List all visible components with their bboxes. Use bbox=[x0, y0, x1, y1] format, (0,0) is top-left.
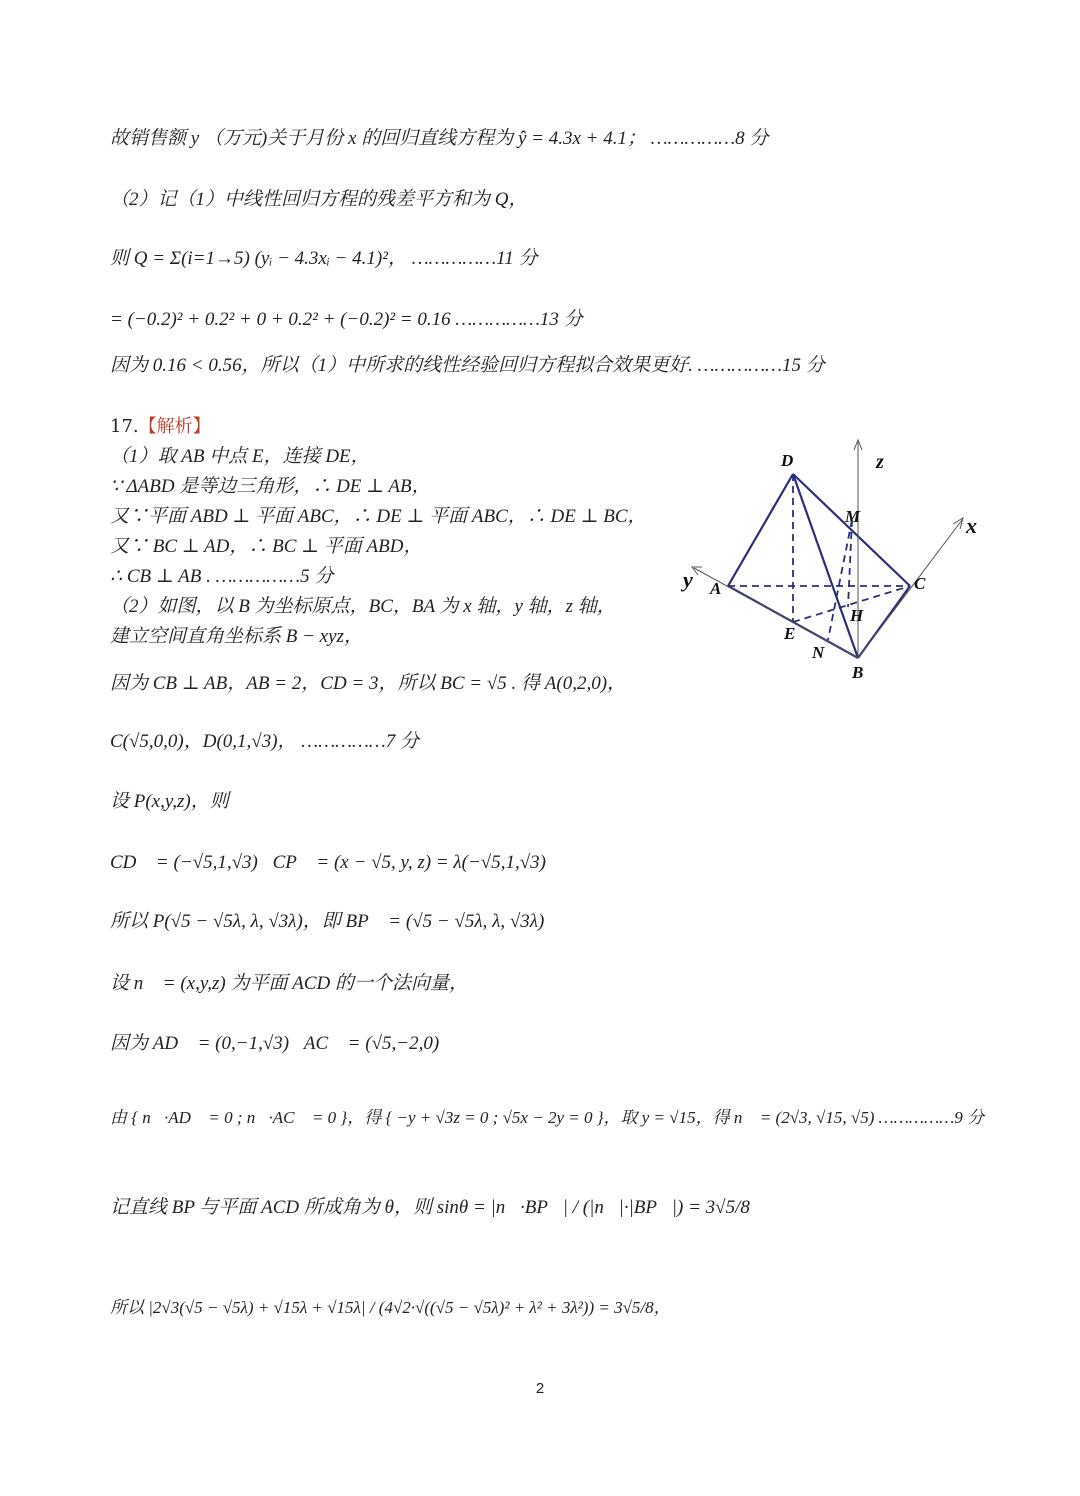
label-N: N bbox=[812, 643, 825, 662]
text-line-7: （1）取 AB 中点 E，连接 DE， bbox=[110, 446, 370, 467]
analysis-tag: 【解析】 bbox=[138, 416, 211, 437]
text-line-10: 又∵ BC ⊥ AD，∴ BC ⊥ 平面 ABD， bbox=[110, 536, 423, 557]
label-A: A bbox=[710, 579, 722, 598]
tetrahedron-figure bbox=[680, 435, 1000, 685]
label-x: x bbox=[966, 513, 977, 538]
text-line-22: 记直线 BP 与平面 ACD 所成角为 θ，则 sinθ = |n⃗·BP⃗| / (|n⃗|·|BP⃗|) = 3√5/8 bbox=[110, 1197, 750, 1218]
label-B: B bbox=[852, 663, 864, 682]
label-D: D bbox=[781, 451, 794, 470]
text-line-11: ∴ CB ⊥ AB . ……………5 分 bbox=[110, 566, 334, 587]
edge-DB bbox=[793, 474, 858, 658]
problem-number: 17. bbox=[110, 416, 139, 437]
text-line-23: 所以 |2√3(√5 − √5λ) + √15λ + √15λ| / (4√2·√((√5 − √5λ)² + λ² + 3λ²)) = 3√5/8， bbox=[110, 1298, 671, 1317]
text-line-8: ∵ ΔABD 是等边三角形，∴ DE ⊥ AB， bbox=[110, 476, 431, 497]
x-axis bbox=[858, 520, 962, 658]
text-line-4: = (−0.2)² + 0.2² + 0 + 0.2² + (−0.2)² = 0.16 ……………13 分 bbox=[110, 309, 583, 330]
text-line-19: 设 n⃗ = (x,y,z) 为平面 ACD 的一个法向量， bbox=[110, 973, 468, 994]
label-z: z bbox=[876, 451, 884, 473]
text-line-21: 由 { n⃗·AD⃗ = 0 ; n⃗·AC⃗ = 0 }，得 { −y + √3z = 0 ; √5x − 2y = 0 }，取 y = √15，得 n⃗ = (2√3, √15, √5) ……………9 分 bbox=[110, 1108, 984, 1127]
text-line-17: CD⃗ = (−√5,1,√3)，CP⃗ = (x − √5, y, z) = λ(−√5,1,√3) bbox=[110, 852, 546, 873]
text-line-16: 设 P(x,y,z)，则 bbox=[110, 791, 229, 812]
text-line-15: C(√5,0,0)，D(0,1,√3)， ……………7 分 bbox=[110, 731, 420, 752]
label-H: H bbox=[850, 606, 864, 625]
text-line-12: （2）如图，以 B 为坐标原点，BC，BA 为 x 轴，y 轴，z 轴， bbox=[110, 596, 616, 617]
label-E: E bbox=[784, 624, 796, 643]
text-line-13: 建立空间直角坐标系 B − xyz， bbox=[110, 626, 363, 647]
text-line-14: 因为 CB ⊥ AB，AB = 2，CD = 3，所以 BC = √5 . 得 A(0,2,0)， bbox=[110, 673, 627, 694]
page-number: 2 bbox=[535, 1380, 545, 1397]
text-line-3: 则 Q = Σ(i=1→5) (yᵢ − 4.3xᵢ − 4.1)²， ……………11 分 bbox=[110, 248, 538, 269]
x-arrow-icon bbox=[953, 518, 963, 529]
edge-DC bbox=[793, 474, 910, 586]
label-M: M bbox=[845, 507, 861, 526]
label-y: y bbox=[683, 567, 693, 592]
problem-17-heading bbox=[110, 415, 211, 439]
text-line-5: 因为 0.16 < 0.56，所以（1）中所求的线性经验回归方程拟合效果更好. ……………15 分 bbox=[110, 355, 825, 376]
text-line-18: 所以 P(√5 − √5λ, λ, √3λ)，即 BP⃗ = (√5 − √5λ, λ, √3λ) bbox=[110, 911, 545, 932]
label-C: C bbox=[914, 574, 926, 593]
edge-DA bbox=[728, 474, 793, 586]
text-line-9: 又∵平面 ABD ⊥ 平面 ABC，∴ DE ⊥ 平面 ABC，∴ DE ⊥ BC， bbox=[110, 506, 647, 527]
text-line-1: 故销售额 y （万元)关于月份 x 的回归直线方程为 ŷ = 4.3x + 4.1； ……………8 分 bbox=[110, 128, 769, 149]
text-line-2: （2）记（1）中线性回归方程的残差平方和为 Q， bbox=[110, 189, 528, 210]
text-line-20: 因为 AD⃗ = (0,−1,√3)，AC⃗ = (√5,−2,0) bbox=[110, 1033, 440, 1054]
